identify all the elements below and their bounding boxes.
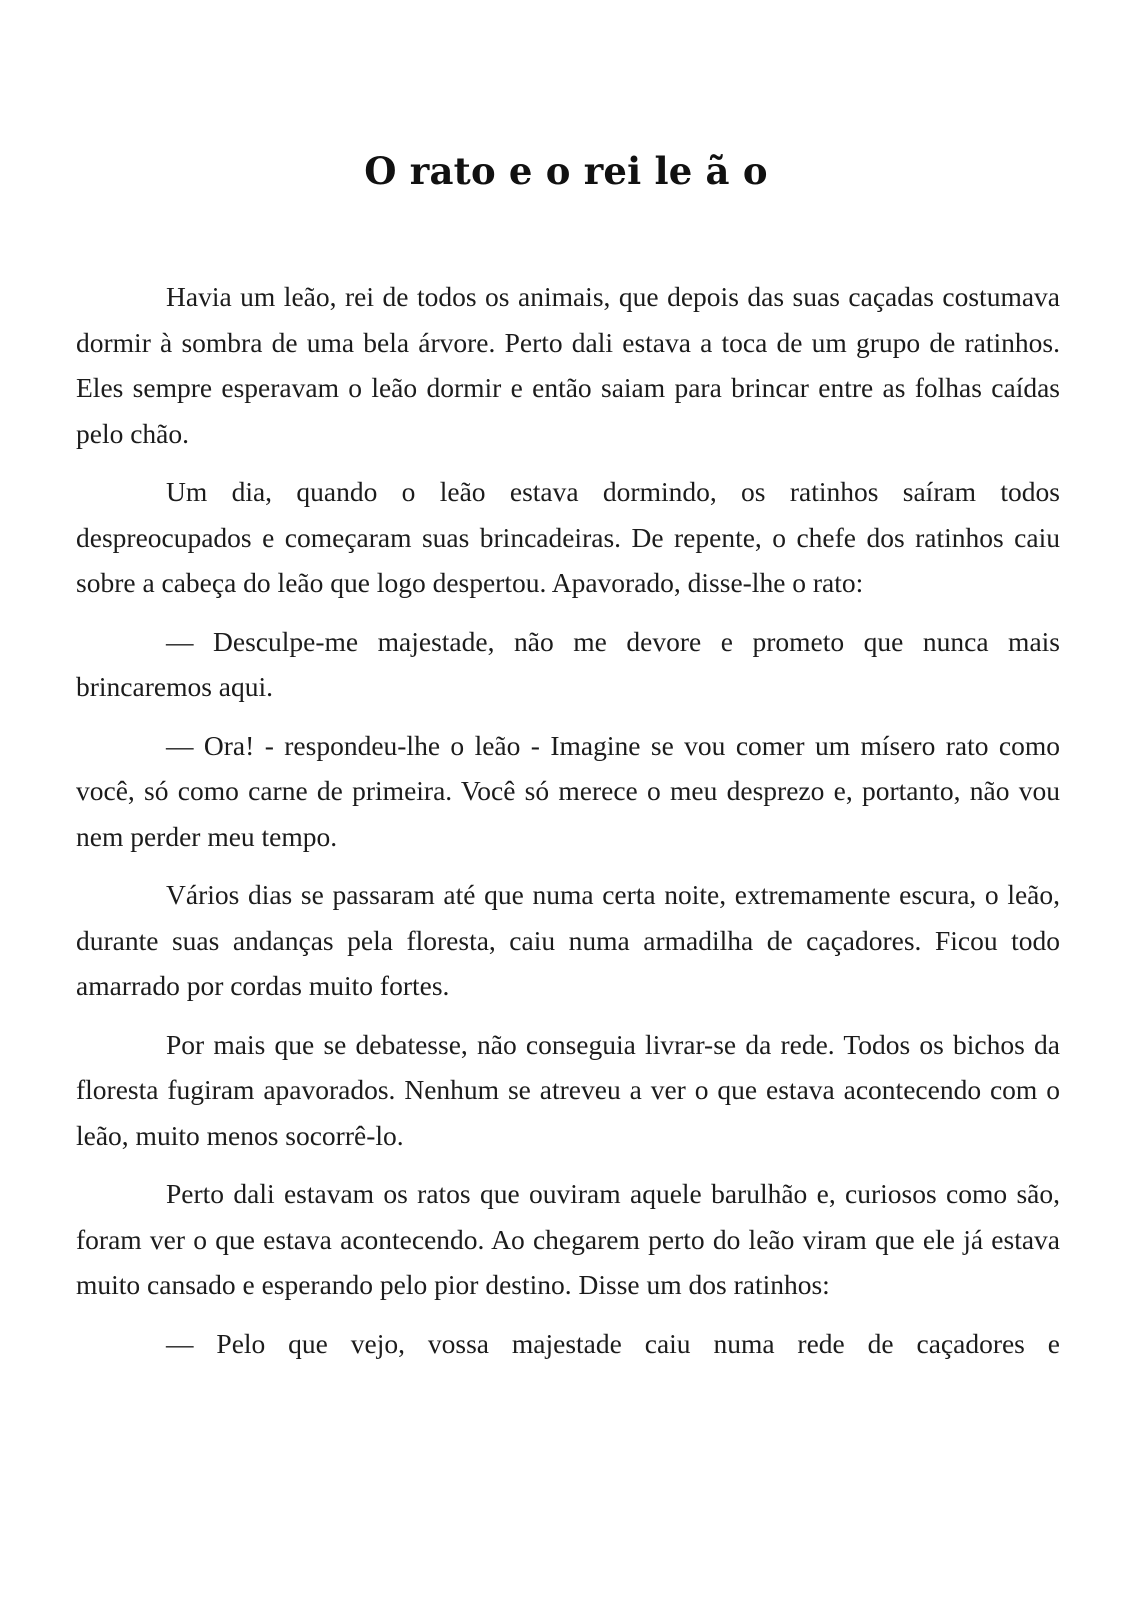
- paragraph-1: Havia um leão, rei de todos os animais, que depois das suas caçadas costumava dormir à sombra de uma bela árvore. Perto dali estava a toca de um grupo de ratinhos. Eles sempre esperavam o leão dormir e então saiam para brincar entre as folhas caídas pelo chão.: [76, 281, 1060, 449]
- paragraph-7: Perto dali estavam os ratos que ouviram aquele barulhão e, curiosos como são, foram ver o que estava acontecendo. Ao chegarem perto do leão viram que ele já estava muito cansado e esperando pelo pior destino. Disse um dos ratinhos:: [76, 1178, 1060, 1300]
- paragraph-8: — Pelo que vejo, vossa majestade caiu numa rede de caçadores e: [166, 1327, 1060, 1359]
- paragraph-3: — Desculpe-me majestade, não me devore e prometo que nunca mais brincaremos aqui.: [76, 625, 1060, 702]
- paragraph-4: — Ora! - respondeu-lhe o leão - Imagine se vou comer um mísero rato como você, só como carne de primeira. Você só merece o meu desprezo e, portanto, não vou nem perder meu tempo.: [76, 729, 1060, 852]
- story-title: O rato e o rei le ã o: [364, 149, 768, 193]
- story-body: [76, 274, 1060, 1379]
- paragraph-2: Um dia, quando o leão estava dormindo, os ratinhos saíram todos despreocupados e começaram suas brincadeiras. De repente, o chefe dos ratinhos caiu sobre a cabeça do leão que logo despertou. Apavorado, disse-lhe o rato:: [76, 476, 1060, 598]
- paragraph-6: Por mais que se debatesse, não conseguia livrar-se da rede. Todos os bichos da floresta fugiram apavorados. Nenhum se atreveu a ver o que estava acontecendo com o leão, muito menos socorrê-lo.: [76, 1028, 1060, 1151]
- paragraph-5: Vários dias se passaram até que numa certa noite, extremamente escura, o leão, durante suas andanças pela floresta, caiu numa armadilha de caçadores. Ficou todo amarrado por cordas muito fortes.: [76, 879, 1060, 1001]
